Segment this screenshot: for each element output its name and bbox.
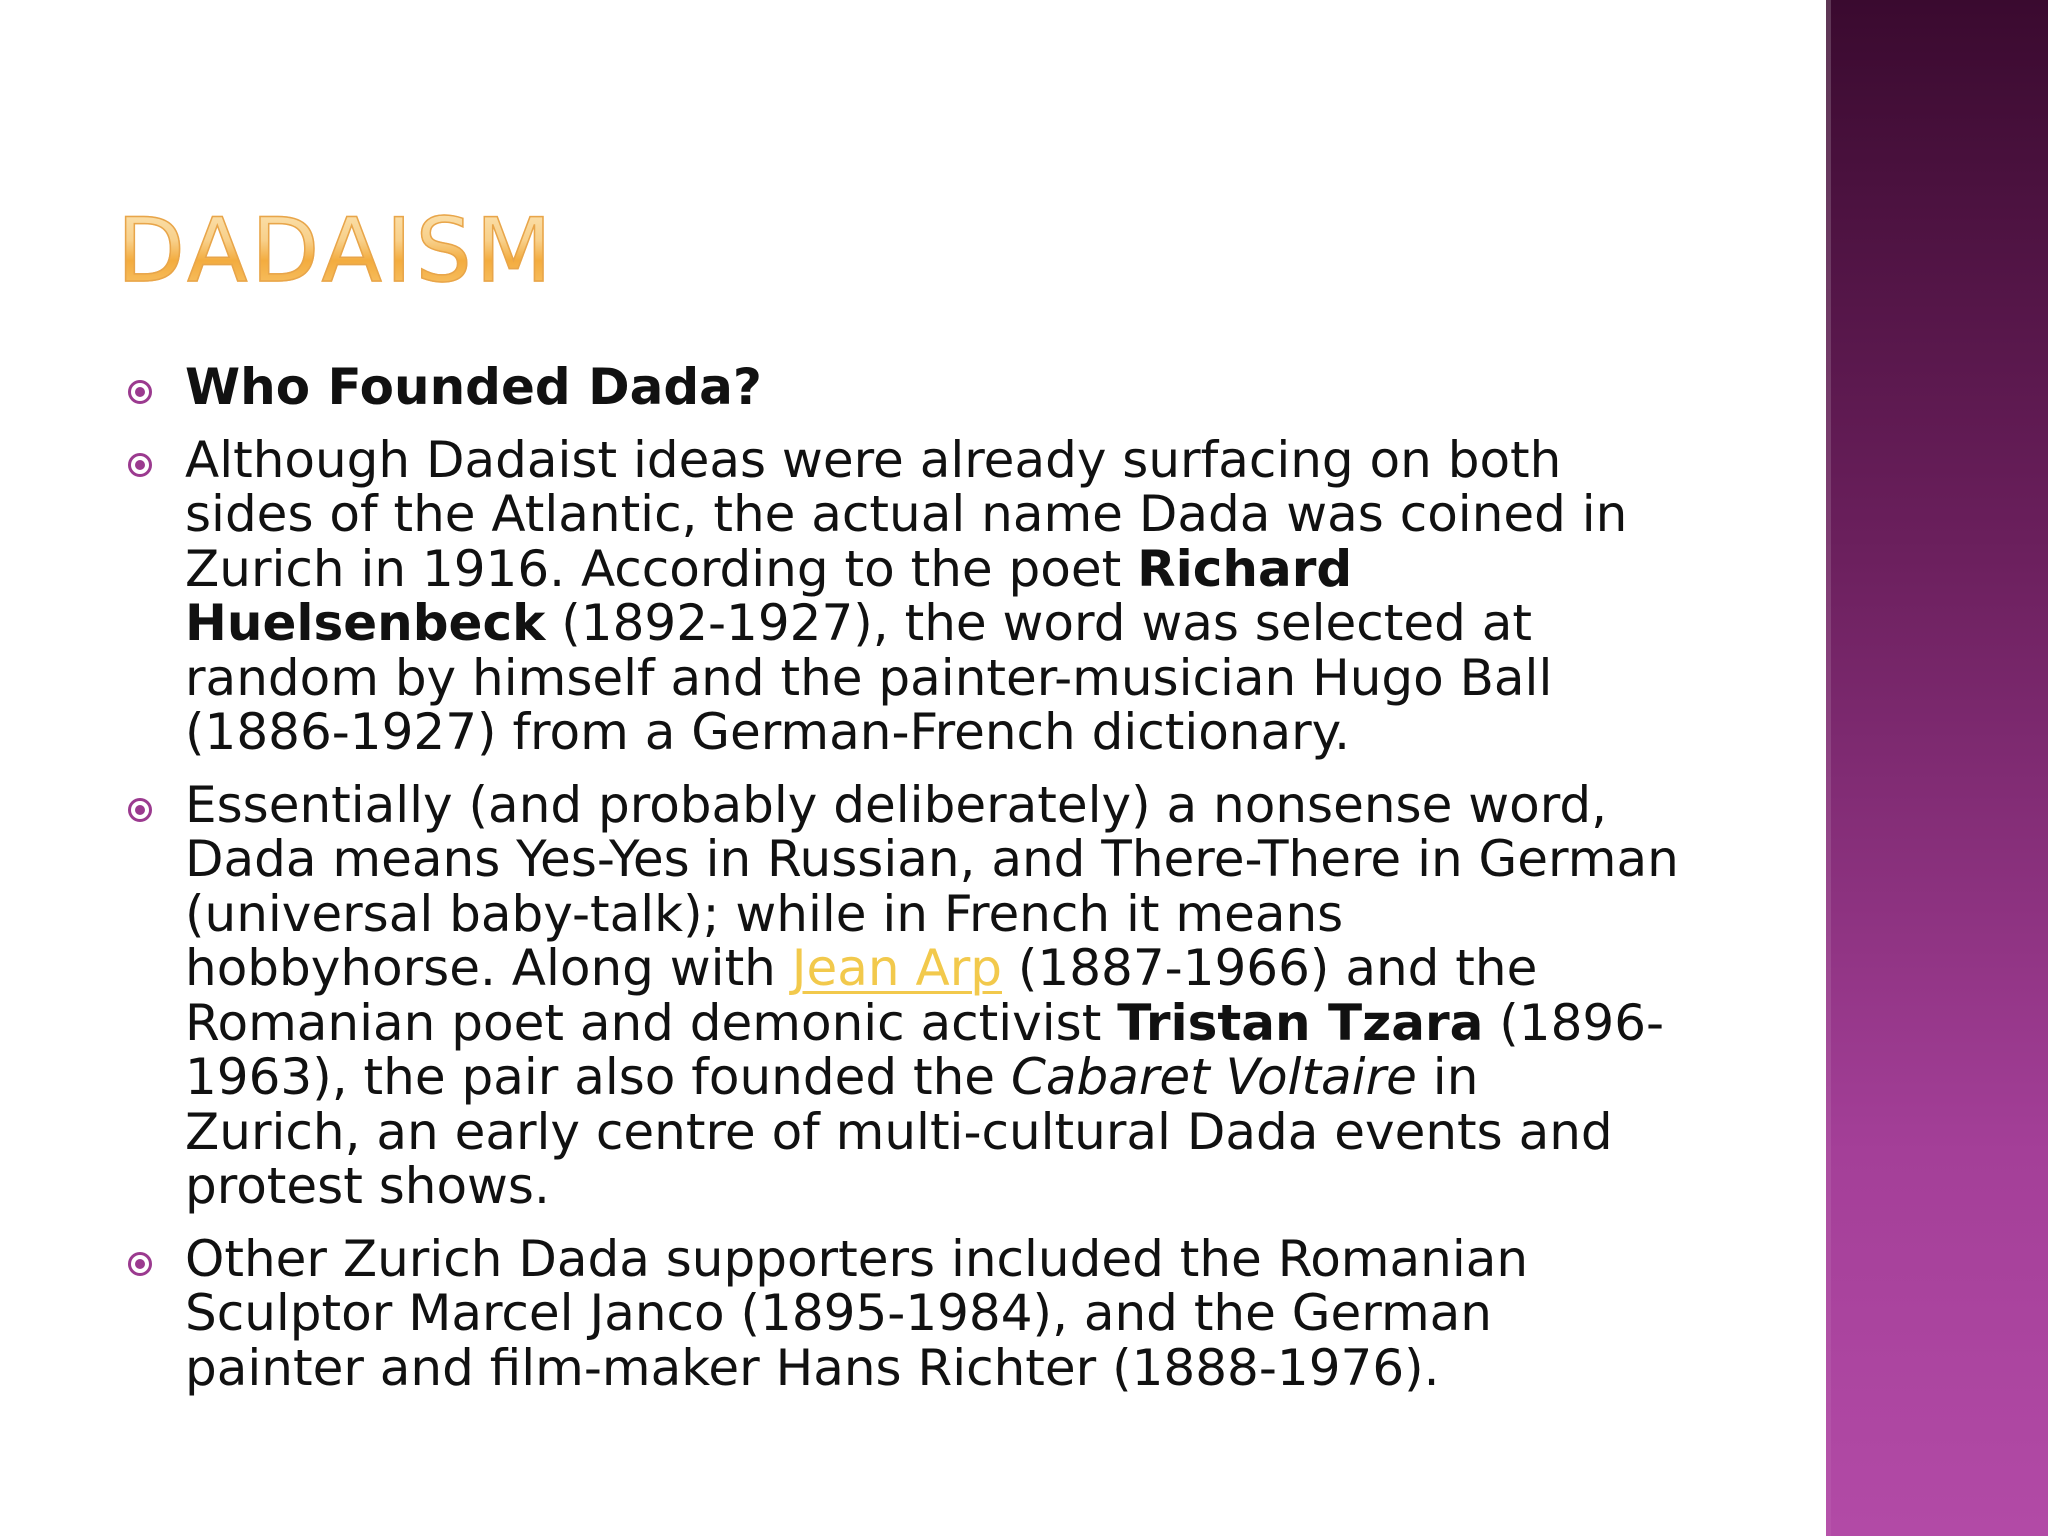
bullet-text-segment: 1963), the pair also founded the — [185, 1048, 1011, 1106]
bullet-item — [0, 430, 1760, 761]
bullet-text-segment: protest shows. — [185, 1157, 550, 1215]
bullet-text-segment: (1892-1927), the word was selected at — [545, 594, 1533, 652]
bullet-line — [185, 1102, 1760, 1161]
bullet-text-segment: (1896- — [1483, 993, 1665, 1052]
bullet-line — [185, 596, 1760, 651]
bullet-line — [185, 884, 1760, 943]
bullet-line — [185, 1229, 1760, 1288]
circle-dot-bullet-icon — [128, 453, 152, 477]
bullet-text-segment: Essentially (and probably deliberately) a nonsense word, — [185, 775, 1608, 834]
bullet-text-segment: Other Zurich Dada supporters included the Romanian — [185, 1229, 1529, 1288]
bullet-line — [185, 832, 1760, 887]
circle-dot-bullet-icon — [128, 798, 152, 822]
bullet-line — [185, 993, 1760, 1052]
bullet-line — [185, 360, 1760, 415]
bullet-item — [0, 775, 1760, 1215]
bullet-text-segment: (1887-1966) and the — [1002, 939, 1538, 997]
bullet-text-segment: Zurich, an early centre of multi-cultural Dada events and — [185, 1102, 1613, 1161]
circle-dot-bullet-icon — [128, 380, 152, 404]
bullet-text-segment: Romanian poet and demonic activist — [185, 993, 1118, 1052]
bullet-line — [185, 941, 1760, 996]
jean-arp-link[interactable]: Jean Arp — [791, 939, 1002, 997]
circle-dot-bullet-icon — [128, 1252, 152, 1276]
bullet-line — [185, 1286, 1760, 1341]
bullet-text-segment: sides of the Atlantic, the actual name Dada was coined in — [185, 485, 1628, 543]
bullet-text-segment: Who Founded Dada? — [185, 358, 762, 416]
bullet-line — [185, 430, 1760, 489]
bullet-line — [185, 1338, 1760, 1397]
bullet-text-segment: Tristan Tzara — [1117, 993, 1484, 1052]
bullet-line — [185, 539, 1760, 598]
bullet-text-segment: (universal baby-talk); while in French it means — [185, 884, 1344, 943]
slide-title: DADAISM — [117, 199, 556, 302]
bullet-text-segment: in — [1416, 1048, 1479, 1106]
bullet-text-segment: hobbyhorse. Along with — [185, 939, 792, 997]
bullet-line — [185, 648, 1760, 707]
bullet-text-segment: (1886-1927) from a German-French dictionary. — [185, 703, 1351, 761]
bullet-item — [0, 360, 1760, 415]
bullet-text-segment: Huelsenbeck — [185, 594, 546, 652]
bullet-list — [0, 360, 1760, 1413]
bullet-text-segment: Dada means Yes-Yes in Russian, and There-There in German — [185, 830, 1679, 888]
bullet-line — [185, 705, 1760, 760]
bullet-line — [185, 487, 1760, 542]
bullet-text-segment: Richard — [1137, 539, 1353, 598]
bullet-text-segment: Cabaret Voltaire — [1010, 1048, 1417, 1106]
bullet-item — [0, 1229, 1760, 1397]
bullet-line — [185, 1050, 1760, 1105]
bullet-text-segment: Zurich in 1916. According to the poet — [185, 539, 1138, 598]
decorative-side-band — [1826, 0, 2048, 1536]
bullet-text-segment: painter and film-maker Hans Richter (1888-1976). — [185, 1338, 1440, 1397]
bullet-text-segment: random by himself and the painter-musician Hugo Ball — [185, 648, 1553, 707]
bullet-line — [185, 775, 1760, 834]
bullet-text-segment: Sculptor Marcel Janco (1895-1984), and the German — [185, 1284, 1492, 1342]
bullet-text-segment: Although Dadaist ideas were already surfacing on both — [185, 430, 1562, 489]
bullet-line — [185, 1159, 1760, 1214]
